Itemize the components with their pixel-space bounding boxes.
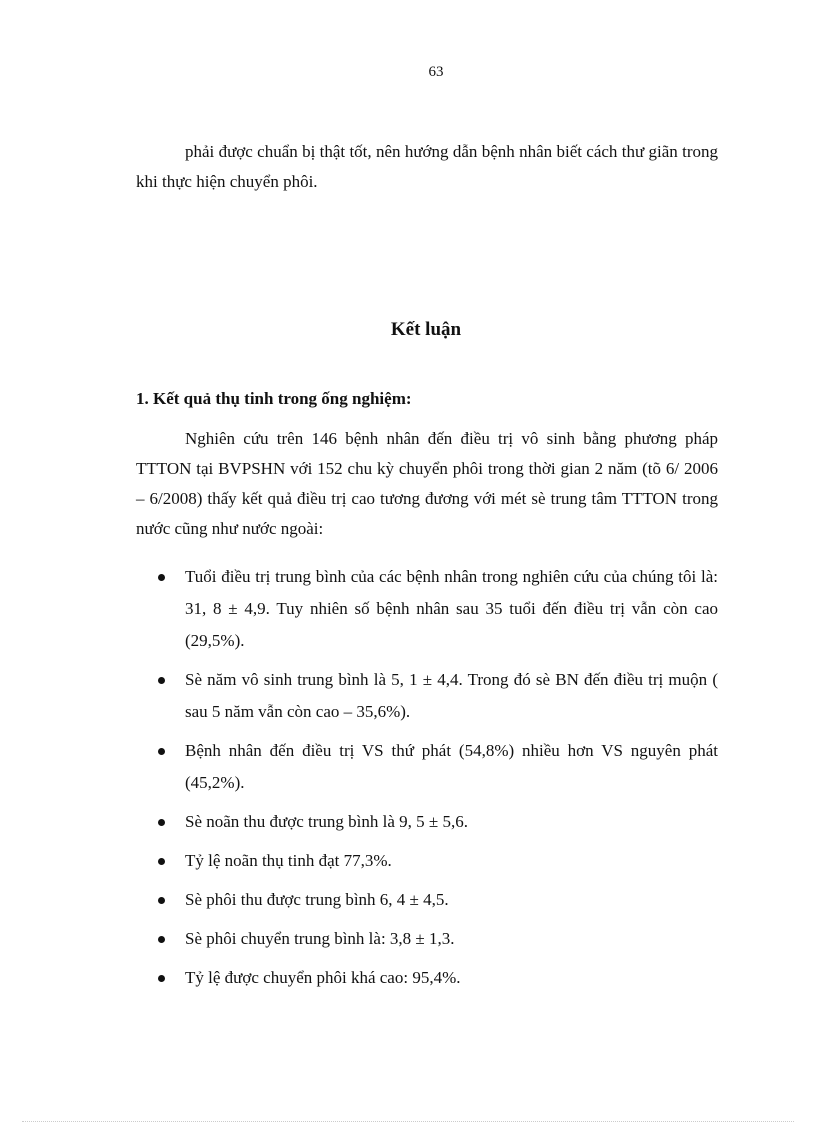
list-item-text: Sè noãn thu được trung bình là 9, 5 ± 5,6. <box>185 812 468 831</box>
page-number: 63 <box>428 64 444 80</box>
list-item-text: Sè phôi chuyển trung bình là: 3,8 ± 1,3. <box>185 929 455 948</box>
list-item-text: Bệnh nhân đến điều trị VS thứ phát (54,8%) nhiều hơn VS nguyên phát (45,2%). <box>185 741 718 792</box>
bullet-icon <box>158 936 165 943</box>
list-item-text: Tuổi điều trị trung bình của các bệnh nhân trong nghiên cứu của chúng tôi là: 31, 8 ± 4,9. Tuy nhiên số bệnh nhân sau 35 tuổi đến điều trị vẫn còn cao (29,5%). <box>185 567 718 650</box>
bullet-icon <box>158 574 165 581</box>
list-item <box>136 845 718 877</box>
results-list <box>136 561 718 1001</box>
list-item-text: Sè năm vô sinh trung bình là 5, 1 ± 4,4. Trong đó sè BN đến điều trị muộn ( sau 5 năm vẫn còn cao – 35,6%). <box>185 670 718 721</box>
continuation-paragraph: phải được chuẩn bị thật tốt, nên hướng dẫn bệnh nhân biết cách thư giãn trong khi thực hiện chuyển phôi. <box>136 142 718 191</box>
list-item <box>136 561 718 657</box>
bullet-icon <box>158 858 165 865</box>
bullet-icon <box>158 819 165 826</box>
bullet-icon <box>158 677 165 684</box>
section-heading: 1. Kết quả thụ tinh trong ống nghiệm: <box>136 389 412 408</box>
list-item-text: Tỷ lệ noãn thụ tinh đạt 77,3%. <box>185 851 392 870</box>
list-item <box>136 806 718 838</box>
list-item <box>136 664 718 728</box>
page-title: Kết luận <box>390 319 462 340</box>
intro-paragraph: Nghiên cứu trên 146 bệnh nhân đến điều trị vô sinh bằng phương pháp TTTON tại BVPSHN với 152 chu kỳ chuyển phôi trong thời gian 2 năm (tõ 6/ 2006 – 6/2008) thấy kết quả điều trị cao tương đương với mét sè trung tâm TTTON trong nước cũng như nước ngoài: <box>136 429 718 538</box>
list-item <box>136 923 718 955</box>
bullet-icon <box>158 748 165 755</box>
list-item-text: Tỷ lệ được chuyển phôi khá cao: 95,4%. <box>185 968 461 987</box>
bullet-icon <box>158 897 165 904</box>
list-item-text: Sè phôi thu được trung bình 6, 4 ± 4,5. <box>185 890 449 909</box>
list-item <box>136 884 718 916</box>
list-item <box>136 962 718 994</box>
list-item <box>136 735 718 799</box>
bullet-icon <box>158 975 165 982</box>
page-bottom-divider <box>22 1121 794 1122</box>
